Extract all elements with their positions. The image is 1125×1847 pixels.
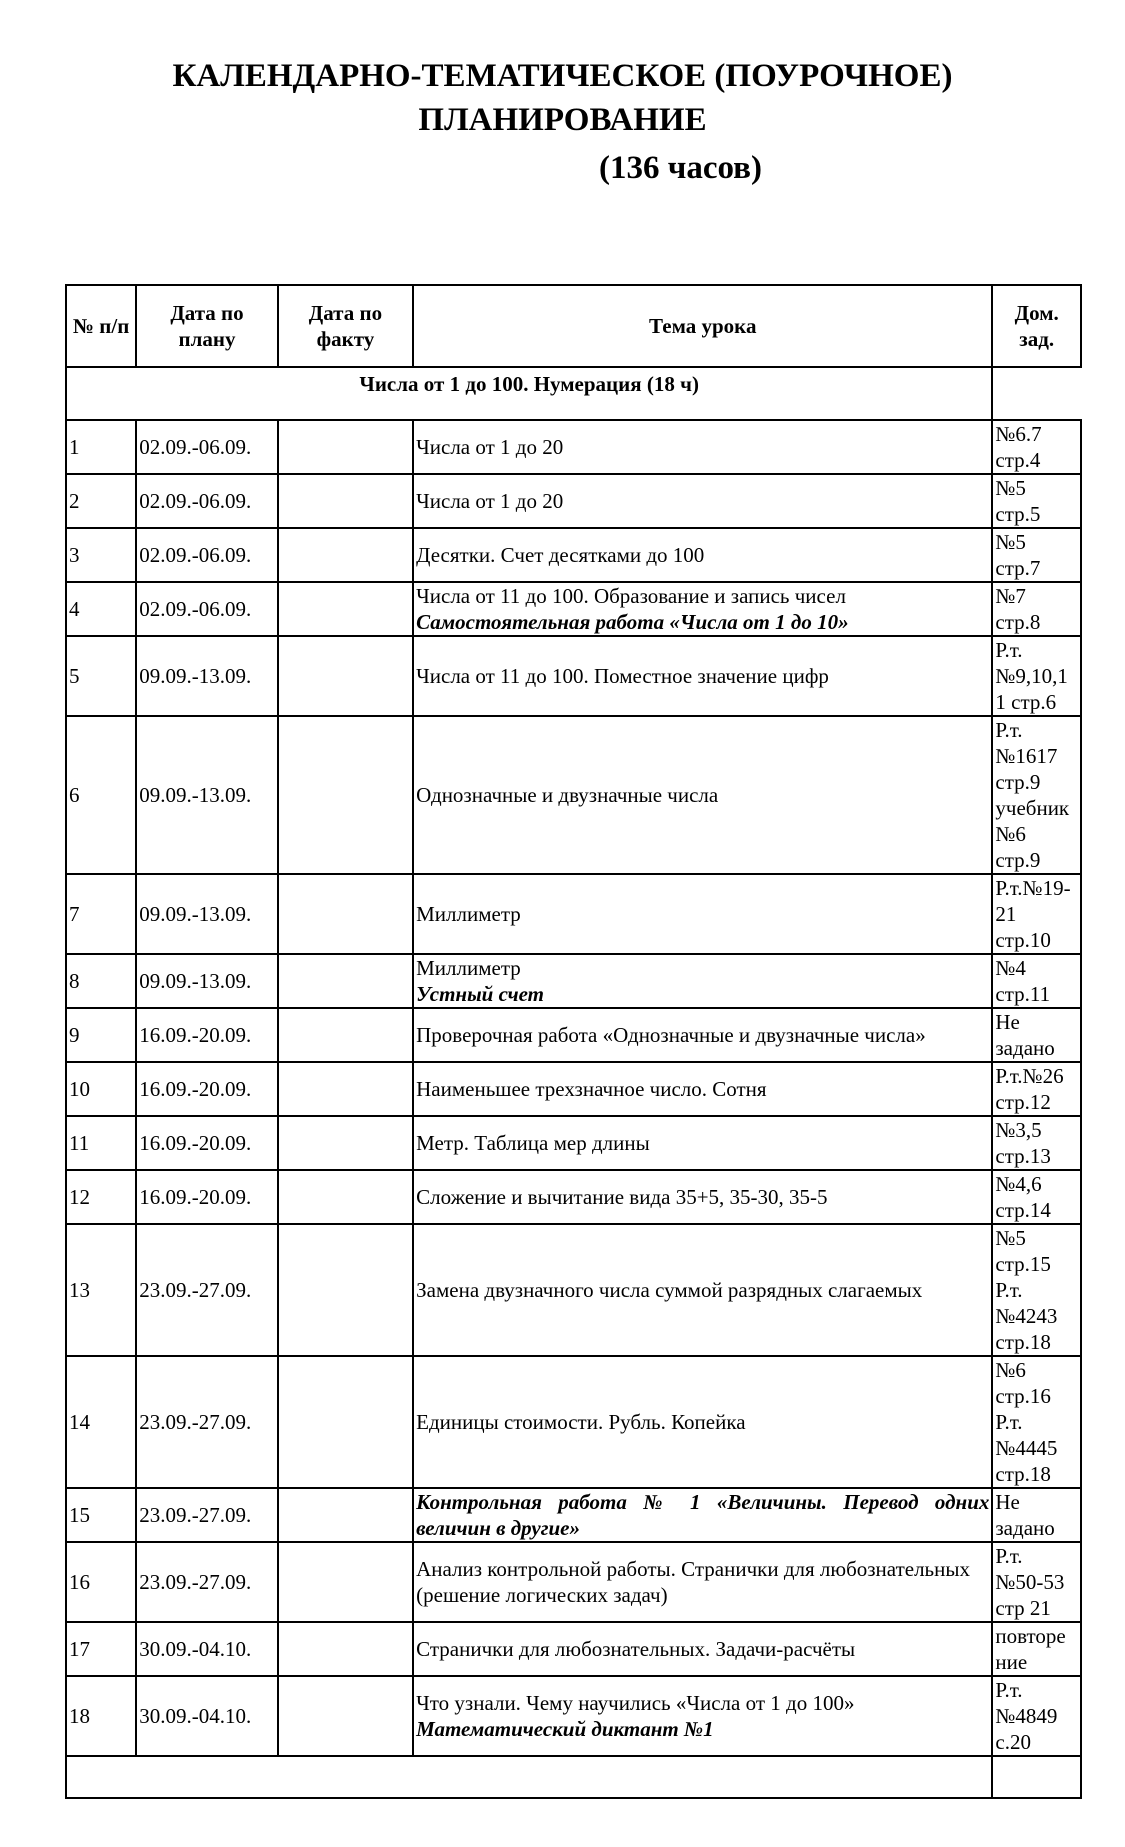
homework-line: Р.т. bbox=[995, 1544, 1023, 1568]
fact-date bbox=[278, 1622, 413, 1676]
topic-text: Что узнали. Чему научились «Числа от 1 до 100» bbox=[416, 1691, 855, 1715]
homework-cell bbox=[992, 1170, 1081, 1224]
homework-cell bbox=[992, 1542, 1081, 1622]
fact-date bbox=[278, 582, 413, 636]
topic-text: Миллиметр bbox=[416, 902, 521, 926]
fact-date bbox=[278, 1116, 413, 1170]
fact-date bbox=[278, 1008, 413, 1062]
lesson-number: 8 bbox=[66, 954, 136, 1008]
topic-assessment-note: Устный счет bbox=[416, 982, 545, 1006]
homework-cell bbox=[992, 636, 1081, 716]
homework-line: стр.9 bbox=[995, 848, 1041, 872]
fact-date-header-line2: факту bbox=[316, 327, 375, 351]
homework-line: повторе bbox=[995, 1624, 1066, 1648]
lesson-number: 2 bbox=[66, 474, 136, 528]
lesson-number: 6 bbox=[66, 716, 136, 874]
homework-cell bbox=[992, 1356, 1081, 1488]
homework-line: задано bbox=[995, 1036, 1055, 1060]
next-section-title bbox=[66, 1756, 992, 1798]
lesson-topic bbox=[413, 716, 992, 874]
plan-date: 23.09.-27.09. bbox=[136, 1356, 278, 1488]
table-row bbox=[66, 474, 1081, 528]
fact-date bbox=[278, 1062, 413, 1116]
lesson-number: 9 bbox=[66, 1008, 136, 1062]
plan-date: 16.09.-20.09. bbox=[136, 1062, 278, 1116]
topic-assessment-note: Самостоятельная работа «Числа от 1 до 10» bbox=[416, 610, 849, 634]
lesson-number: 4 bbox=[66, 582, 136, 636]
homework-cell bbox=[992, 1676, 1081, 1756]
homework-cell bbox=[992, 420, 1081, 474]
homework-line: Р.т. bbox=[995, 1278, 1023, 1302]
document-title-line-1: КАЛЕНДАРНО-ТЕМАТИЧЕСКОЕ (ПОУРОЧНОЕ) bbox=[172, 58, 953, 94]
lesson-number: 14 bbox=[66, 1356, 136, 1488]
column-header-number: № п/п bbox=[66, 285, 136, 367]
column-header-homework bbox=[992, 285, 1081, 367]
lesson-topic bbox=[413, 1622, 992, 1676]
homework-line: 1 стр.6 bbox=[995, 690, 1057, 714]
plan-date-header-line1: Дата по bbox=[170, 301, 244, 325]
homework-line: №6.7 bbox=[995, 422, 1042, 446]
table-row bbox=[66, 582, 1081, 636]
lesson-number: 7 bbox=[66, 874, 136, 954]
homework-line: №4,6 bbox=[995, 1172, 1042, 1196]
homework-line: №3,5 bbox=[995, 1118, 1042, 1142]
topic-text: Числа от 11 до 100. Образование и запись чисел bbox=[416, 584, 846, 608]
lesson-topic bbox=[413, 1062, 992, 1116]
homework-cell bbox=[992, 1116, 1081, 1170]
lesson-number: 15 bbox=[66, 1488, 136, 1542]
homework-line: №9,10,1 bbox=[995, 664, 1068, 688]
homework-header-line2: зад. bbox=[1019, 327, 1055, 351]
lesson-number: 13 bbox=[66, 1224, 136, 1356]
fact-date bbox=[278, 528, 413, 582]
topic-text: Странички для любознательных. Задачи-расчёты bbox=[416, 1637, 856, 1661]
homework-line: №4849 bbox=[995, 1704, 1058, 1728]
homework-line: стр.18 bbox=[995, 1462, 1051, 1486]
homework-line: стр.14 bbox=[995, 1198, 1051, 1222]
fact-date bbox=[278, 1170, 413, 1224]
plan-date-header-line2: плану bbox=[178, 327, 236, 351]
table-row bbox=[66, 1356, 1081, 1488]
homework-line: Р.т.№19- bbox=[995, 876, 1071, 900]
topic-text: Миллиметр bbox=[416, 956, 521, 980]
homework-line: стр.15 bbox=[995, 1252, 1051, 1276]
homework-line: стр.5 bbox=[995, 502, 1041, 526]
homework-line: №4243 bbox=[995, 1304, 1058, 1328]
homework-cell bbox=[992, 474, 1081, 528]
homework-line: №4445 bbox=[995, 1436, 1058, 1460]
fact-date bbox=[278, 1542, 413, 1622]
homework-line: №5 bbox=[995, 476, 1026, 500]
plan-date: 09.09.-13.09. bbox=[136, 716, 278, 874]
topic-text: Единицы стоимости. Рубль. Копейка bbox=[416, 1410, 746, 1434]
topic-text: Числа от 11 до 100. Поместное значение цифр bbox=[416, 664, 829, 688]
fact-date bbox=[278, 874, 413, 954]
plan-date: 02.09.-06.09. bbox=[136, 420, 278, 474]
lesson-topic bbox=[413, 420, 992, 474]
table-row bbox=[66, 1008, 1081, 1062]
section-title: Числа от 1 до 100. Нумерация (18 ч) bbox=[66, 367, 992, 420]
homework-line: с.20 bbox=[995, 1730, 1031, 1754]
topic-text: Анализ контрольной работы. Странички для любознательных (решение логических задач) bbox=[416, 1557, 970, 1607]
plan-date: 30.09.-04.10. bbox=[136, 1622, 278, 1676]
lesson-topic bbox=[413, 1008, 992, 1062]
plan-date: 23.09.-27.09. bbox=[136, 1542, 278, 1622]
lesson-number: 16 bbox=[66, 1542, 136, 1622]
homework-line: №7 bbox=[995, 584, 1026, 608]
table-row bbox=[66, 1488, 1081, 1542]
column-header-topic: Тема урока bbox=[413, 285, 992, 367]
homework-line: №5 bbox=[995, 530, 1026, 554]
homework-line: задано bbox=[995, 1516, 1055, 1540]
topic-text: Числа от 1 до 20 bbox=[416, 435, 564, 459]
homework-cell bbox=[992, 582, 1081, 636]
homework-line: Р.т. bbox=[995, 638, 1023, 662]
homework-cell bbox=[992, 954, 1081, 1008]
homework-line: стр.13 bbox=[995, 1144, 1051, 1168]
homework-line: Р.т.№26 bbox=[995, 1064, 1064, 1088]
fact-date bbox=[278, 1488, 413, 1542]
homework-line: №1617 bbox=[995, 744, 1058, 768]
homework-line: стр.4 bbox=[995, 448, 1041, 472]
table-row bbox=[66, 1622, 1081, 1676]
lesson-number: 17 bbox=[66, 1622, 136, 1676]
homework-line: стр.7 bbox=[995, 556, 1041, 580]
section-homework-cell bbox=[992, 367, 1081, 420]
fact-date bbox=[278, 1224, 413, 1356]
next-section-homework-cell bbox=[992, 1756, 1081, 1798]
table-row bbox=[66, 636, 1081, 716]
plan-date: 02.09.-06.09. bbox=[136, 474, 278, 528]
homework-line: №50-53 bbox=[995, 1570, 1065, 1594]
fact-date bbox=[278, 954, 413, 1008]
homework-line: №5 bbox=[995, 1226, 1026, 1250]
table-row bbox=[66, 1170, 1081, 1224]
document-title-line-2: ПЛАНИРОВАНИЕ bbox=[418, 102, 707, 138]
homework-line: Р.т. bbox=[995, 1410, 1023, 1434]
topic-text: Десятки. Счет десятками до 100 bbox=[416, 543, 705, 567]
homework-line: стр 21 bbox=[995, 1596, 1051, 1620]
homework-header-line1: Дом. bbox=[1014, 301, 1059, 325]
lesson-topic bbox=[413, 1488, 992, 1542]
fact-date bbox=[278, 1356, 413, 1488]
lesson-topic bbox=[413, 1116, 992, 1170]
plan-date: 23.09.-27.09. bbox=[136, 1224, 278, 1356]
table-row bbox=[66, 874, 1081, 954]
topic-assessment-note: Математический диктант №1 bbox=[416, 1717, 714, 1741]
table-row bbox=[66, 954, 1081, 1008]
homework-cell bbox=[992, 528, 1081, 582]
homework-line: стр.18 bbox=[995, 1330, 1051, 1354]
homework-line: Р.т. bbox=[995, 718, 1023, 742]
plan-date: 16.09.-20.09. bbox=[136, 1116, 278, 1170]
lesson-number: 18 bbox=[66, 1676, 136, 1756]
next-section-row-cut-off bbox=[66, 1756, 1081, 1798]
table-row bbox=[66, 1116, 1081, 1170]
homework-line: №6 bbox=[995, 822, 1026, 846]
topic-text: Замена двузначного числа суммой разрядных слагаемых bbox=[416, 1278, 923, 1302]
homework-line: 21 bbox=[995, 902, 1017, 926]
fact-date-header-line1: Дата по bbox=[308, 301, 383, 325]
homework-line: учебник bbox=[995, 796, 1070, 820]
homework-cell bbox=[992, 1488, 1081, 1542]
lesson-topic bbox=[413, 636, 992, 716]
topic-text: Проверочная работа «Однозначные и двузначные числа» bbox=[416, 1023, 926, 1047]
fact-date bbox=[278, 716, 413, 874]
plan-date: 09.09.-13.09. bbox=[136, 636, 278, 716]
homework-line: Р.т. bbox=[995, 1678, 1023, 1702]
homework-line: стр.11 bbox=[995, 982, 1051, 1006]
lesson-number: 5 bbox=[66, 636, 136, 716]
lesson-topic bbox=[413, 582, 992, 636]
section-row bbox=[66, 367, 1081, 420]
lesson-topic bbox=[413, 1356, 992, 1488]
homework-line: стр.8 bbox=[995, 610, 1041, 634]
topic-assessment-note: Контрольная работа № 1 «Величины. Перевод одних величин в другие» bbox=[416, 1490, 990, 1540]
homework-line: Не bbox=[995, 1490, 1020, 1514]
homework-cell bbox=[992, 1008, 1081, 1062]
plan-date: 02.09.-06.09. bbox=[136, 582, 278, 636]
homework-cell bbox=[992, 874, 1081, 954]
homework-line: стр.12 bbox=[995, 1090, 1051, 1114]
topic-text: Сложение и вычитание вида 35+5, 35-30, 35-5 bbox=[416, 1185, 828, 1209]
column-header-fact-date bbox=[278, 285, 413, 367]
plan-date: 30.09.-04.10. bbox=[136, 1676, 278, 1756]
homework-cell bbox=[992, 1622, 1081, 1676]
plan-date: 09.09.-13.09. bbox=[136, 874, 278, 954]
lesson-number: 3 bbox=[66, 528, 136, 582]
table-header-row bbox=[66, 285, 1081, 367]
topic-text: Наименьшее трехзначное число. Сотня bbox=[416, 1077, 767, 1101]
table-row bbox=[66, 716, 1081, 874]
lesson-topic bbox=[413, 1224, 992, 1356]
homework-line: ние bbox=[995, 1650, 1028, 1674]
lesson-topic bbox=[413, 874, 992, 954]
table-row bbox=[66, 528, 1081, 582]
plan-date: 16.09.-20.09. bbox=[136, 1170, 278, 1224]
fact-date bbox=[278, 1676, 413, 1756]
fact-date bbox=[278, 636, 413, 716]
lesson-number: 1 bbox=[66, 420, 136, 474]
homework-line: №6 bbox=[995, 1358, 1026, 1382]
homework-cell bbox=[992, 716, 1081, 874]
homework-line: стр.9 bbox=[995, 770, 1041, 794]
lesson-number: 10 bbox=[66, 1062, 136, 1116]
table-row bbox=[66, 420, 1081, 474]
topic-text: Метр. Таблица мер длины bbox=[416, 1131, 650, 1155]
table-row bbox=[66, 1062, 1081, 1116]
lesson-number: 12 bbox=[66, 1170, 136, 1224]
table-row bbox=[66, 1224, 1081, 1356]
plan-date: 23.09.-27.09. bbox=[136, 1488, 278, 1542]
homework-line: стр.16 bbox=[995, 1384, 1051, 1408]
homework-cell bbox=[992, 1224, 1081, 1356]
lesson-topic bbox=[413, 528, 992, 582]
homework-line: Не bbox=[995, 1010, 1020, 1034]
fact-date bbox=[278, 474, 413, 528]
document-hours-subtitle: (136 часов) bbox=[599, 150, 762, 186]
plan-date: 16.09.-20.09. bbox=[136, 1008, 278, 1062]
lesson-topic bbox=[413, 1676, 992, 1756]
table-row bbox=[66, 1542, 1081, 1622]
homework-cell bbox=[992, 1062, 1081, 1116]
plan-date: 02.09.-06.09. bbox=[136, 528, 278, 582]
lesson-topic bbox=[413, 1170, 992, 1224]
column-header-plan-date bbox=[136, 285, 278, 367]
lesson-topic bbox=[413, 1542, 992, 1622]
plan-date: 09.09.-13.09. bbox=[136, 954, 278, 1008]
table-row bbox=[66, 1676, 1081, 1756]
homework-line: стр.10 bbox=[995, 928, 1051, 952]
fact-date bbox=[278, 420, 413, 474]
homework-line: №4 bbox=[995, 956, 1026, 980]
lesson-plan-table bbox=[65, 284, 1082, 1799]
lesson-topic bbox=[413, 474, 992, 528]
topic-text: Числа от 1 до 20 bbox=[416, 489, 564, 513]
lesson-topic bbox=[413, 954, 992, 1008]
topic-text: Однозначные и двузначные числа bbox=[416, 783, 719, 807]
lesson-number: 11 bbox=[66, 1116, 136, 1170]
